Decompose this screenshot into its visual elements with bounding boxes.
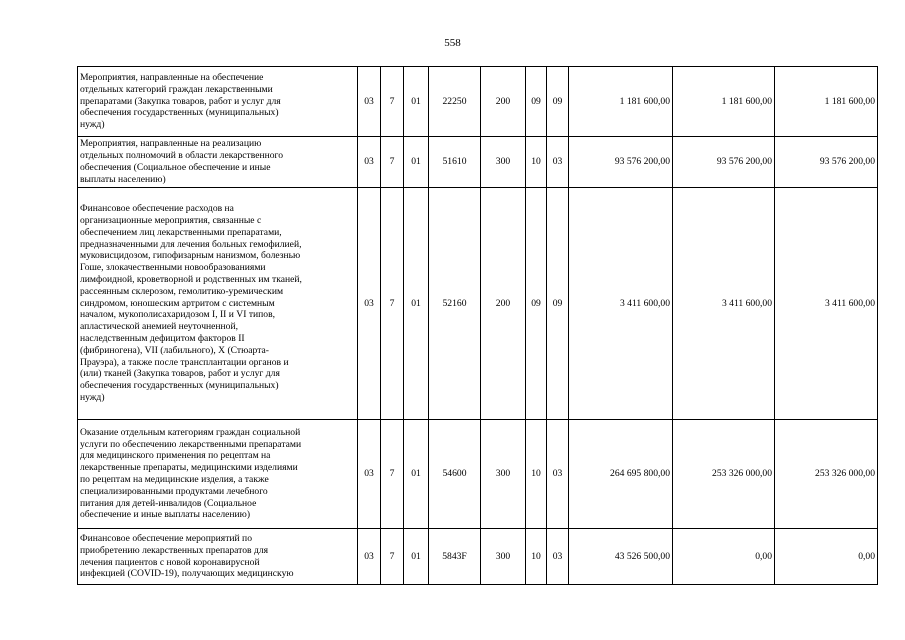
code-subprogram: 7 [381,67,404,137]
table-row [78,188,878,420]
code-section: 10 [526,529,547,585]
code-section: 10 [526,420,547,529]
row-description: Финансовое обеспечение мероприятий по приобретению лекарственных препаратов для лечения пациентов с новой коронавирусной инфекцией (COVID-19), получающих медицинскую [78,529,358,585]
row-description: Оказание отдельным категориям граждан социальной услуги по обеспечению лекарственными препаратами для медицинского применения по рецептам на лекарственные препараты, медицинскими изделиями по рецептам на медицинские изделия, а также специализированными продуктами лечебного питания для детей-инвалидов (Социальное обеспечение и иные выплаты населению) [78,420,358,529]
amount-year-2: 93 576 200,00 [673,137,775,188]
amount-year-3: 1 181 600,00 [775,67,878,137]
code-program: 03 [358,137,381,188]
code-expense-type: 300 [481,529,526,585]
amount-year-2: 0,00 [673,529,775,585]
table-row [78,137,878,188]
page-number: 558 [444,37,461,49]
code-expense-type: 200 [481,67,526,137]
code-program: 03 [358,188,381,420]
amount-year-3: 253 326 000,00 [775,420,878,529]
code-event: 01 [404,420,429,529]
code-direction: 5843F [429,529,481,585]
code-expense-type: 300 [481,420,526,529]
code-subsection: 09 [547,188,569,420]
code-subprogram: 7 [381,137,404,188]
code-subsection: 09 [547,67,569,137]
row-description: Мероприятия, направленные на обеспечение отдельных категорий граждан лекарственными препаратами (Закупка товаров, работ и услуг для обеспечения государственных (муниципальных) нужд) [78,67,358,137]
code-direction: 54600 [429,420,481,529]
amount-year-1: 264 695 800,00 [569,420,673,529]
amount-year-3: 0,00 [775,529,878,585]
code-expense-type: 300 [481,137,526,188]
code-program: 03 [358,420,381,529]
table-row [78,67,878,137]
row-description: Мероприятия, направленные на реализацию отдельных полномочий в области лекарственного обеспечения (Социальное обеспечение и иные выплаты населению) [78,137,358,188]
code-event: 01 [404,529,429,585]
code-section: 09 [526,67,547,137]
code-section: 09 [526,188,547,420]
amount-year-1: 93 576 200,00 [569,137,673,188]
code-event: 01 [404,188,429,420]
row-description: Финансовое обеспечение расходов на организационные мероприятия, связанные с обеспечением лиц лекарственными препаратами, предназначенными для лечения больных гемофилией, муковисцидозом, гипофизарным нанизмом, болезнью Гоше, злокачественными новообразованиями лимфоидной, кроветворной и родственных им тканей, рассеянным склерозом, гемолитико-уремическим синдромом, юношеским артритом с системным началом, мукополисахаридозом I, II и VI типов, апластической анемией неуточненной, наследственным дефицитом факторов II (фибриногена), VII (лабильного), X (Стюарта- Прауэра), а также после трансплантации органов и (или) тканей (Закупка товаров, работ и услуг для обеспечения государственных (муниципальных) нужд) [78,188,358,420]
code-subsection: 03 [547,529,569,585]
code-subsection: 03 [547,420,569,529]
code-expense-type: 200 [481,188,526,420]
amount-year-2: 3 411 600,00 [673,188,775,420]
amount-year-1: 3 411 600,00 [569,188,673,420]
code-section: 10 [526,137,547,188]
amount-year-1: 43 526 500,00 [569,529,673,585]
code-direction: 51610 [429,137,481,188]
code-program: 03 [358,67,381,137]
code-subprogram: 7 [381,529,404,585]
code-direction: 52160 [429,188,481,420]
table-row [78,420,878,529]
amount-year-3: 93 576 200,00 [775,137,878,188]
amount-year-1: 1 181 600,00 [569,67,673,137]
code-subprogram: 7 [381,188,404,420]
code-direction: 22250 [429,67,481,137]
budget-table [77,66,878,585]
table-row [78,529,878,585]
code-program: 03 [358,529,381,585]
code-event: 01 [404,137,429,188]
amount-year-2: 253 326 000,00 [673,420,775,529]
code-subsection: 03 [547,137,569,188]
code-subprogram: 7 [381,420,404,529]
amount-year-2: 1 181 600,00 [673,67,775,137]
code-event: 01 [404,67,429,137]
amount-year-3: 3 411 600,00 [775,188,878,420]
